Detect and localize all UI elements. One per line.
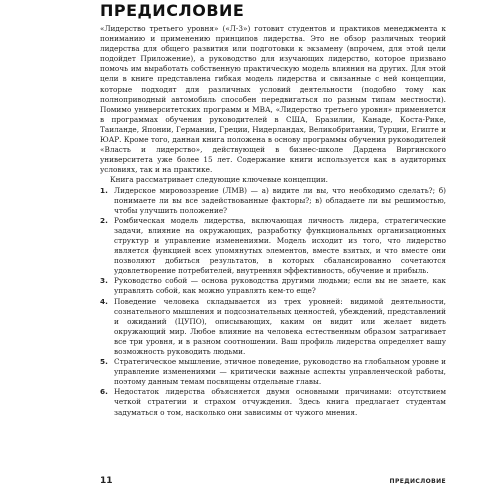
item-number: 2. bbox=[100, 215, 108, 225]
item-number: 3. bbox=[100, 276, 108, 286]
running-footer-section: ПРЕДИСЛОВИЕ bbox=[389, 478, 446, 485]
list-item bbox=[100, 216, 446, 277]
item-text: Лидерское мировоззрение (ЛМВ) — а) видите ли вы, что необходимо сделать?; б) понимаете ли вы все задействованные факторы?; в) обладаете ли вы решимостью, чтобы улучшить положение? bbox=[114, 185, 446, 215]
page-footer bbox=[100, 476, 446, 488]
item-number: 4. bbox=[100, 296, 108, 306]
list-item bbox=[100, 297, 446, 358]
list-item bbox=[100, 387, 446, 417]
item-text: Поведение человека складывается из трех уровней: видимой деятельности, сознательного мышления и подсознательных ценностей, убеждений, представлений и ожиданий (ЦУПО), описывающих, каким он видит или желает видеть окружающий мир. Любое влияние на человека естественным образом затрагивает все три уровня, и в разном соотношении. Ваш профиль лидерства определяет вашу возможность руководить людьми. bbox=[114, 296, 446, 356]
item-number: 5. bbox=[100, 357, 108, 367]
item-text: Недостаток лидерства объясняется двумя основными причинами: отсутствием четкой стратегии и страхом отчуждения. Здесь книга предлагает студентам задуматься о том, насколько они зависимы от чужого мнения. bbox=[114, 387, 446, 417]
item-number: 6. bbox=[100, 387, 108, 397]
list-item bbox=[100, 276, 446, 296]
key-concepts-list bbox=[100, 186, 446, 418]
page-heading: ПРЕДИСЛОВИЕ bbox=[100, 1, 245, 20]
intro-paragraph: «Лидерство третьего уровня» («Л-3») готовит студентов и практиков менеджмента к пониманию и применению принципов лидерства. Это не обзор различных теорий лидерства для общего развития или подготовки к экзамену (впрочем, для этой цели подойдет Приложение), а руководство для изучающих лидерство, которое призвано помочь им выработать собственную практическую модель влияния на других. Для этой цели в книге представлена гибкая модель лидерства и связанные с ней концепции, которые подходят для различных условий деятельности (подобно тому как полноприводный автомобиль способен передвигаться по разным типам местности). Помимо университетских программ и МВА, «Лидерство третьего уровня» применяется в программах обучения руководителей в США, Бразилии, Канаде, Коста-Рике, Таиланде, Японии, Германии, Греции, Нидерландах, Великобритании, Турции, Египте и ЮАР. Кроме того, данная книга положена в основу программы обучения руководителей «Власть и лидерство», действующей в бизнес-школе Дардена Виргинского университета уже более 15 лет. Содержание книги используется как в аудиторных условиях, так и на практике. bbox=[100, 24, 446, 175]
item-text: Стратегическое мышление, этичное поведение, руководство на глобальном уровне и управление изменениями — критически важные аспекты управленческой работы, поэтому данным темам посвящены отдельные главы. bbox=[114, 357, 446, 387]
page-number: 11 bbox=[100, 476, 113, 486]
item-text: Руководство собой — основа руководства другими людьми; если вы не знаете, как управлять собой, как можно управлять кем-то еще? bbox=[114, 276, 446, 296]
concepts-intro: Книга рассматривает следующие ключевые концепции. bbox=[110, 175, 328, 185]
list-item bbox=[100, 357, 446, 387]
item-number: 1. bbox=[100, 185, 108, 195]
list-item bbox=[100, 186, 446, 216]
page-body bbox=[100, 24, 446, 418]
item-text: Ромбическая модель лидерства, включающая личность лидера, стратегические задачи, влияние на окружающих, разработку функциональных организационных структур и управление изменениями. Модель исходит из того, что лидерство является функцией всех упомянутых элементов, вместе взятых, и что вместе они позволяют добиться результатов, в которых сбалансированно сочетаются удовлетворение потребителей, внутренняя эффективность, обучение и прибыль. bbox=[114, 215, 446, 276]
